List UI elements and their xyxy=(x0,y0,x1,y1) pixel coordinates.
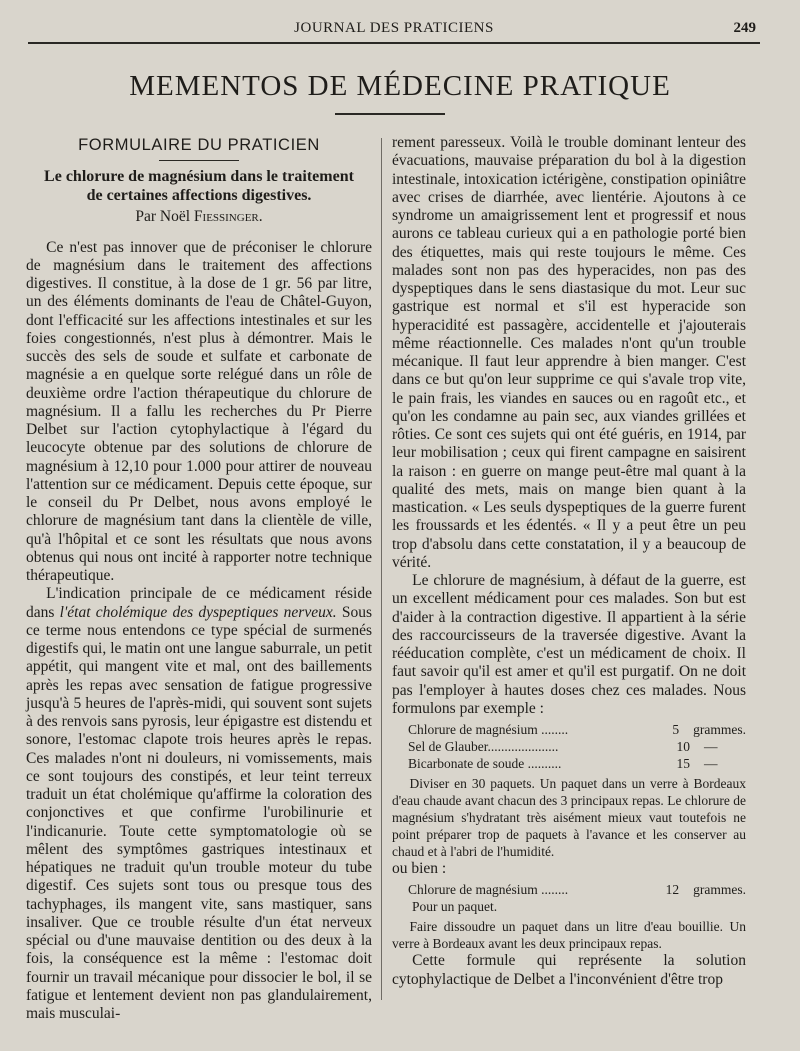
main-title: MEMENTOS DE MÉDECINE PRATIQUE xyxy=(129,70,671,102)
indication-rest: Sous ce terme nous entendons ce type spécial de surmenés digestifs qui, le matin ont une langue saburrale, un petit appétit, qui mangent vite et mal, ont des baillements après les repas avec sensation de fatigue progressive jusqu'à 5 heures de l'après-midi, qui souvent sont sujets à des renvois sans pyrosis, leur épigastre est distendu et sonore, l'estomac clapote trois heures après le repas. Ces malades n'ont ni douleurs, ni vomissements, mais ce sont toujours des constipés, et leur teint terreux traduit un état cholémique qu'affirme la coloration des conjonctives et que confirme l'urobilinurie et l'indicanurie. Toute cette symptomatologie où se mêlent des symptômes gastriques intestinaux et hépatiques ne traduit qu'un trouble moteur du tube digestif. Ces sujets sont tous ou presque tous des tachyphages, ils mangent vite, sans mastiquer, sans insaliver. Que ce trouble résulte d'un état nerveux spécial ou d'une mauvaise dentition ou des deux à la fois, la conséquence est la même : l'estomac doit fournir un travail mécanique pour dissocier le bol, il se fatigue et lentement devient non pas glandulairement, mais musculai- xyxy=(26,603,373,1022)
column-divider xyxy=(381,138,382,1000)
formula-unit: — xyxy=(704,739,718,754)
formula-row xyxy=(392,738,746,755)
paragraph-intro: Ce n'est pas innover que de préconiser le chlorure de magnésium dans le traitement des affections digestives. Il constitue, à la dose de 1 gr. 56 par litre, un des éléments dominants de l'eau de Châtel-Guyon, dont l'efficacité sur les affections intestinales et sur les foies congestionnés, n'est plus à démontrer. Mais le succès des sels de soude et sulfate et carbonate de magnésie a en quelque sorte relégué dans un rôle de deuxième ordre l'action thérapeutique du chlorure de magnésium. Il a fallu les recherches du Pr Pierre Delbet sur l'action cytophylactique à l'égard du leucocyte obtenue par des solutions de chlorure de magnésium à 12,10 pour 1.000 pour attirer de nouveau l'attention sur ce médicament. Depuis cette époque, sur le conseil du Pr Delbet, nous avons employé le chlorure de magnésium tant dans la clientèle de ville, qu'à l'hôpital et ce sont les résultats que nous avons obtenus qui nous ont incité à rapporter notre technique thérapeutique. xyxy=(26,238,372,584)
formula-quantity: 12 xyxy=(665,882,680,898)
page-number: 249 xyxy=(733,20,756,36)
right-column xyxy=(392,134,746,989)
ou-bien: ou bien : xyxy=(392,860,447,877)
article-title-line-1: Le chlorure de magnésium dans le traitement xyxy=(44,168,354,186)
formula-quantity: 15 xyxy=(676,756,690,771)
formula-quantity: 5 xyxy=(672,722,680,737)
left-column xyxy=(26,134,372,1023)
indication-start: L'indication principale de ce médicament réside dans xyxy=(26,585,372,621)
section-rule xyxy=(159,160,239,161)
formula-1 xyxy=(392,721,746,772)
section-title: FORMULAIRE DU PRATICIEN xyxy=(78,136,320,154)
formula-unit: grammes. xyxy=(693,722,746,737)
formula-ingredient: Chlorure de magnésium ........ xyxy=(408,722,569,737)
formula-unit: grammes. xyxy=(693,882,746,898)
formula-unit: — xyxy=(704,756,718,771)
indication-italic: l'état cholémique des dyspeptiques nerveux. xyxy=(59,603,337,621)
article-title xyxy=(26,167,372,205)
formula-quantity: 10 xyxy=(676,739,690,754)
formula-1-note: Diviser en 30 paquets. Un paquet dans un verre à Bordeaux d'eau chaude avant chacun des 3 principaux repas. Le chlorure de magnésium s'hydratant très aisément mieux vaut toutefois ne point préparer trop de paquets à l'avance et les conserver au chaud et à l'abri de l'humidité. xyxy=(392,776,746,859)
formula-ingredient: Sel de Glauber..................... xyxy=(408,739,559,754)
paragraph-delbet: Cette formule qui représente la solution cytophylactique de Delbet a l'inconvénient d'être trop xyxy=(392,952,746,988)
byline xyxy=(26,208,372,226)
formula-2 xyxy=(392,881,746,915)
byline-prefix: Par Noël xyxy=(135,208,191,226)
paragraph-treatment: Le chlorure de magnésium, à défaut de la guerre, est un excellent médicament pour ces malades. Son but est d'aider à la contraction digestive. Il appartient à la série des raccourcisseurs de la traversée digestive. Avant la rééducation complète, c'est un médicament de choix. Il faut savoir qu'il est amer et qu'il est purgatif. On ne doit pas l'employer à hautes doses chez ces malades. Nous formulons par exemple : xyxy=(392,572,746,717)
running-head xyxy=(28,18,760,44)
formula-row xyxy=(392,881,746,898)
formula-ingredient: Bicarbonate de soude .......... xyxy=(408,756,562,771)
title-rule xyxy=(335,113,445,115)
paragraph-indication xyxy=(26,585,372,1023)
running-title: JOURNAL DES PRATICIENS xyxy=(294,20,494,36)
formula-row xyxy=(392,721,746,738)
article-title-line-2: de certaines affections digestives. xyxy=(86,187,312,205)
formula-2-note: Faire dissoudre un paquet dans un litre d'eau bouillie. Un verre à Bordeaux avant les deux principaux repas. xyxy=(392,919,746,952)
pour-un-paquet: Pour un paquet. xyxy=(412,899,498,915)
byline-author: Fiessinger. xyxy=(193,208,263,226)
formula-row xyxy=(392,755,746,772)
paragraph-continuation: rement paresseux. Voilà le trouble dominant lenteur des évacuations, mauvaise préparation du bol à la digestion intestinale, intoxication ictérigène, constipation opiniâtre avec crises de diarrhée, avec lientérie. Ajoutons à ce syndrome un amaigrissement lent et progressif et nous aurons ce tableau curieux qui a en pathologie porté bien des étiquettes, mais qui reste toujours le même. Ces malades sont non pas des hyperacides, non pas des dyspeptiques dans le sens diastasique du mot. Leur suc gastrique est normal et s'il est hyperacide son hyperacidité est passagère, accidentelle et j'ajouterais même réactionnelle. Ces malades n'ont qu'un trouble mécanique. Il faut leur apprendre à bien manger. C'est dans ce but qu'on leur supprime ce qui s'avale trop vite, le pain frais, les viandes en sauces ou en ragoût etc., et qu'on les condamne au pain sec, aux viandes grillées et rôties. Ce sont ces sujets qui ont été guéris, en 1914, par leur mobilisation ; ceux qui firent campagne en saisirent la raison : en guerre on mange peut-être mal quant à la qualité des mets, mais on mange bien quant à la mastication. « Les seuls dyspeptiques de la guerre furent les froussards et les édentés. « Il y a peut être un peu trop d'absolu dans cette constatation, il y a beaucoup de vérité. xyxy=(392,134,746,571)
formula-ingredient: Chlorure de magnésium ........ xyxy=(408,882,569,898)
